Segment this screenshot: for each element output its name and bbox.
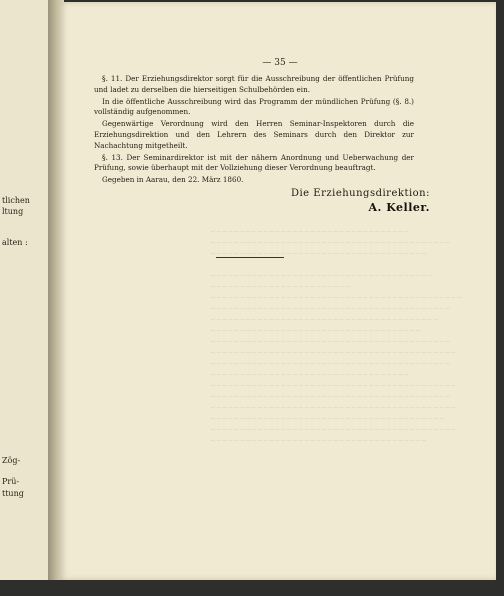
left-page-edge xyxy=(0,0,49,580)
signature-office: Die Erziehungsdirektion: xyxy=(290,188,430,199)
signature-name: A. Keller. xyxy=(368,201,430,214)
document-body xyxy=(94,74,414,187)
paragraph: In die öffentliche Ausschreibung wird das Programm der mündlichen Prüfung (§. 8.) vollständig aufgenommen. xyxy=(94,96,414,117)
left-page-fragment: Prü- xyxy=(2,477,20,486)
dated-line: Gegeben in Aarau, den 22. März 1860. xyxy=(102,175,244,185)
left-page-fragment: tlichen xyxy=(2,196,30,205)
left-page-fragment: alten : xyxy=(2,238,28,247)
left-page-fragment: Zög- xyxy=(2,456,21,465)
paragraph: §. 13. Der Seminardirektor ist mit der nähern Anordnung und Ueberwachung der Prüfung, sowie überhaupt mit der Vollziehung dieser Verordnung beauftragt. xyxy=(94,152,414,173)
paragraph: §. 11. Der Erziehungsdirektor sorgt für die Ausschreibung der öffentlichen Prüfung und ladet zu derselben die hierseitigen Schulbehörden ein. xyxy=(94,74,414,94)
bleed-through-texture: ~~~~~~~~~~~~~~~~~~~~~~~~~~~~~~~~~~ ~~~~~~~~~~~~~~~~~~~~~~~~~~~~~~~~~~~~~~~~~ ~~~~~~~~~~~~~~~~~~~~~~~~~~~~~~~~~~~~~ ~~~~~~~~~~~~~~~~~~~~~~~~~~~~~~~~~~~~~~ ~~~~~~~~~~~~~~~~~~~~~~~~ ~~~~~~~~~~~~~~~~~~~~~~~~~~~~~~~~~~~~~~~~~~~ ~~~~~~~~~~~~~~~~~~~~~~~~~~~~~~~~~~~~~~~~~ ~~~~~~~~~~~~~~~~~~~~~~~~~~~~~~~~~~~~~~~ ~~~~~~~~~~~~~~~~~~~~~~~~~~~~~~~~~~~~ ~~~~~~~~~~~~~~~~~~~~~~~~~~~~~~~~~~~~~~~~~ ~~~~~~~~~~~~~~~~~~~~~~~~~~~~~~~~~~~~~~~~~~ ~~~~~~~~~~~~~~~~~~~~~~~~~~~~~~~~~~~~~~~~~ ~~~~~~~~~~~~~~~~~~~~~~~~~~~~~~~~~~ ~~~~~~~~~~~~~~~~~~~~~~~~~~~~~~~~~~~~~~~~~~ ~~~~~~~~~~~~~~~~~~~~~~~~~~~~~~~~~~~~~~~~~ ~~~~~~~~~~~~~~~~~~~~~~~~~~~~~~~~~~~~~~~~~~ ~~~~~~~~~~~~~~~~~~~~~~~~~~~~~~~~~~~~~~~~ ~~~~~~~~~~~~~~~~~~~~~~~~~~~~~~~~~~~~~~~~~~ ~~~~~~~~~~~~~~~~~~~~~~~~~~~~~~~~~~~~~ xyxy=(210,228,463,445)
left-page-fragment: ltung xyxy=(2,207,24,216)
paragraph: Gegenwärtige Verordnung wird den Herren Seminar-Inspektoren durch die Erziehungsdirektion und den Lehrern des Seminars durch den Direktor zur Nachachtung mitgetheilt. xyxy=(94,119,414,150)
horizontal-rule xyxy=(216,257,284,258)
left-page-fragment: ttung xyxy=(2,489,24,498)
page-number: — 35 — xyxy=(262,58,298,68)
